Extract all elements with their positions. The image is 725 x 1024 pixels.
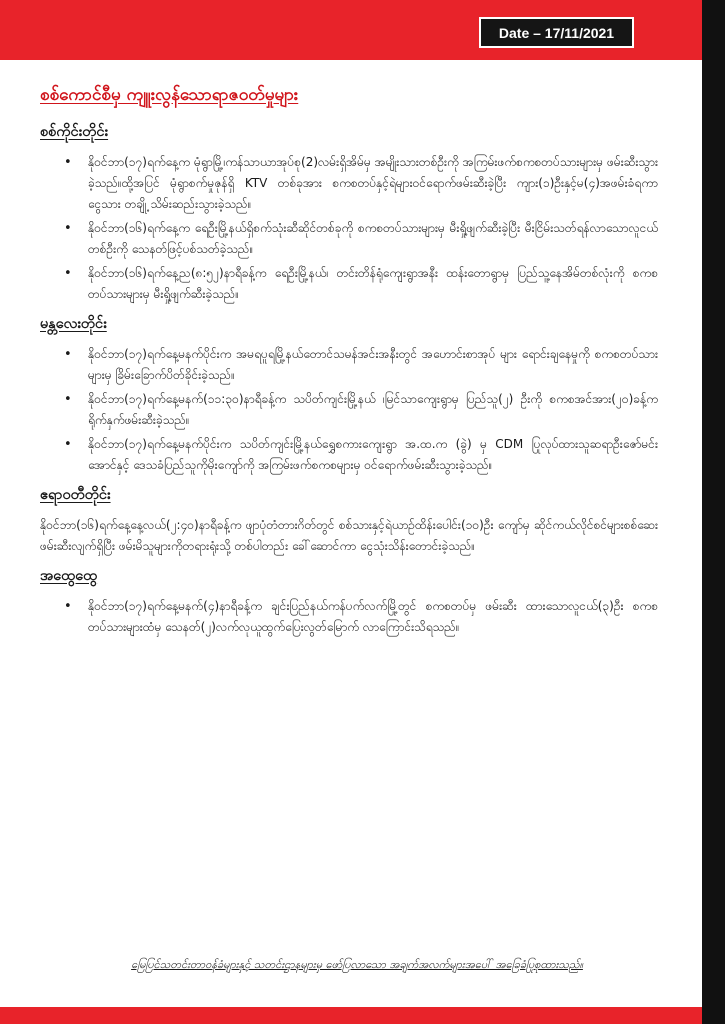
section-heading: အထွေထွေ <box>40 568 98 584</box>
bullet-icon: • <box>64 155 72 170</box>
section-heading: စစ်ကိုင်းတိုင်း <box>40 124 109 140</box>
date-badge: Date – 17/11/2021 <box>479 17 634 48</box>
bullet-icon: • <box>64 392 72 407</box>
list-item-text: နိုဝင်ဘာ(၁၆)ရက်နေ့ည(၈:၅၂)နာရီခန့်က ရေဦးမြို့နယ်၊ တင်းတိန်ရုံကျေးရွာအနီး ထန်းတောရွာမှ ပြည်သူ့နေအိမ်တစ်လုံးကို စကစတပ်သားများမှ မီးရှို့ဖျက်ဆီးခဲ့သည်။ <box>88 266 658 301</box>
list-item-text: နိုဝင်ဘာ(၁၇)ရက်နေ့မနက်ပိုင်းက သပိတ်ကျင်းမြို့နယ်ရွှေစကားကျေးရွာ အ.ထ.က (ခွဲ) မှ CDM ပြုလုပ်ထားသူဆရာဦးဇော်မင်းအောင်နှင့် ဒေသခံပြည်သူကိုမိုးကျော်ကို အကြမ်းဖက်စကစများမှ ဝင်ရောက်ဖမ်းဆီးသွားခဲ့သည်။ <box>88 437 658 472</box>
list-item-text: နိုဝင်ဘာ(၁၇)ရက်နေ့က မုံရွာမြို့၊ကန်သာယာအုပ်စု(2)လမ်းရှိအိမ်မှ အမျိုးသားတစ်ဦးကို အကြမ်းဖက်စကစတပ်သားများမှ ဖမ်းဆီးသွားခဲ့သည်။ထို့အပြင် မုံရွာစက်မှုဇုန်ရှိ KTV တစ်ခုအား စကစတပ်နှင့်ရဲများဝင်ရောက်ဖမ်းဆီးခဲ့ပြီး ကျား(၁)ဦးနှင့်မ(၄)အဖမ်းခံရကာ ငွေသား တချို့ သိမ်းဆည်းသွားခဲ့သည်။ <box>88 155 658 211</box>
bullet-icon: • <box>64 347 72 362</box>
section-ayeyarwady <box>40 486 658 557</box>
list-item-text: နိုဝင်ဘာ(၁၇)ရက်နေ့မနက်(၄)နာရီခန့်က ချင်းပြည်နယ်ကန်ပက်လက်မြို့တွင် စကစတပ်မှ ဖမ်းဆီး ထားသောလူငယ်(၃)ဦး စကစတပ်သားများထံမှ သေနတ်(၂)လက်လုယူထွက်ပြေးလွတ်မြောက် လာကြောင်းသိရသည်။ <box>88 599 658 634</box>
list-item-text: နိုဝင်ဘာ(၁၆)ရက်နေ့က ရေဦးမြို့နယ်ရှိစက်သုံးဆီဆိုင်တစ်ခုကို စကစတပ်သားများမှ မီးရှို့ဖျက်ဆီးခဲ့ပြီး မီးငြိမ်းသတ်ရန်လာသောလူငယ်တစ်ဦးကို သေနတ်ဖြင့်ပစ်သတ်ခဲ့သည်။ <box>88 221 658 256</box>
page-title: စစ်ကောင်စီမှ ကျူးလွန်သောရာဇဝတ်မှုများ <box>40 85 299 105</box>
incident-list <box>40 596 658 638</box>
list-item <box>40 152 658 215</box>
right-edge-stripe <box>702 0 725 1024</box>
section-heading: ဧရာဝတီတိုင်း <box>40 487 111 503</box>
section-heading: မန္တလေးတိုင်း <box>40 316 107 332</box>
incident-list <box>40 344 658 476</box>
section-general <box>40 567 658 638</box>
bullet-icon: • <box>64 221 72 236</box>
list-item <box>40 218 658 260</box>
list-item <box>40 434 658 476</box>
section-paragraph: နိုဝင်ဘာ(၁၆)ရက်နေ့နေ့လယ်(၂:၄၀)နာရီခန့်က ဖျာပုံတံတားဂိတ်တွင် စစ်သားနှင့်ရဲယာဉ်ထိန်းပေါင်း(၁၀)ဦး ကျော်မှ ဆိုင်ကယ်လိုင်စင်များစစ်ဆေးဖမ်းဆီးလျက်ရှိပြီး ဖမ်းမိသူများကိုတရားရုံးသို့ တစ်ပါတည်း ခေါ်ဆောင်ကာ ငွေသုံးသိန်းတောင်းခဲ့သည်။ <box>40 518 658 553</box>
source-footnote: မြေပြင်သတင်းတာဝန်ခံများနှင့် သတင်းဌာနများမှ ဖော်ပြလာသော အချက်အလက်များအပေါ် အခြေခံပြုစုထားသည်။ <box>131 958 583 971</box>
bullet-icon: • <box>64 437 72 452</box>
bullet-icon: • <box>64 599 72 614</box>
list-item <box>40 344 658 386</box>
list-item-text: နိုဝင်ဘာ(၁၇)ရက်နေ့မနက်ပိုင်းက အမရပူရမြို့နယ်တောင်သမန်အင်းအနီးတွင် အဟောင်းစာအုပ် များ ရောင်းချနေမှုကို စကစတပ်သားများမှ ခြိမ်းခြောက်ပိတ်ခိုင်းခဲ့သည်။ <box>88 347 658 382</box>
list-item-text: နိုဝင်ဘာ(၁၇)ရက်နေ့မနက်(၁၁:၃၀)နာရီခန့်က သပိတ်ကျင်းမြို့နယ် ၊မြင်သာကျေးရွာမှ ပြည်သူ(၂) ဦးကို စကစအင်အား(၂၀)ခန့်က ရိုက်နှက်ဖမ်းဆီးခဲ့သည်။ <box>88 392 658 427</box>
list-item <box>40 596 658 638</box>
bullet-icon: • <box>64 266 72 281</box>
footer-banner <box>0 1007 702 1024</box>
section-mandalay <box>40 315 658 476</box>
section-sagaing <box>40 123 658 305</box>
list-item <box>40 389 658 431</box>
incident-list <box>40 152 658 305</box>
list-item <box>40 263 658 305</box>
report-body <box>40 84 658 648</box>
